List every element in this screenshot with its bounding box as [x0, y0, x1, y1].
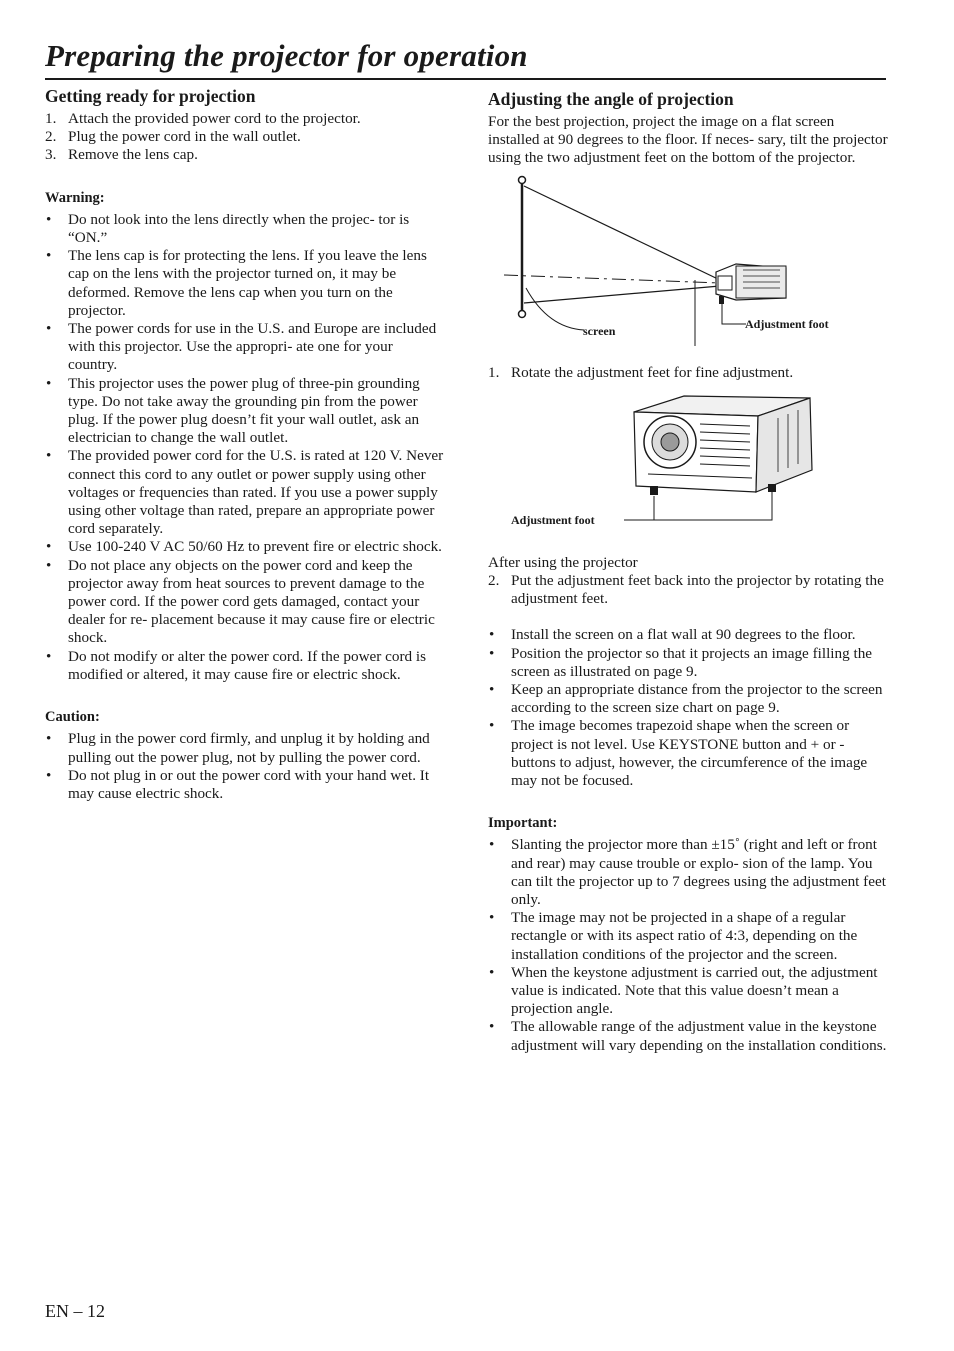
warning-item: • Use 100-240 V AC 50/60 Hz to prevent fire or electric shock.: [45, 538, 445, 556]
note-item: • Install the screen on a flat wall at 90 degrees to the floor.: [488, 626, 888, 644]
title-rule: [45, 78, 886, 80]
setup-step: 3. Remove the lens cap.: [45, 146, 445, 164]
setup-step: 2. Plug the power cord in the wall outlet.: [45, 128, 445, 146]
notes-list: [488, 626, 888, 790]
adjust-step: 1. Rotate the adjustment feet for fine adjustment.: [488, 364, 888, 382]
adjusting-angle-heading: Adjusting the angle of projection: [488, 89, 734, 109]
projector-figure: [488, 390, 888, 548]
right-column: [488, 89, 888, 1055]
left-column: [45, 86, 445, 803]
caution-list: [45, 730, 445, 803]
setup-steps-list: [45, 110, 445, 165]
important-item: • When the keystone adjustment is carried out, the adjustment value is indicated. Note that this value doesn’t mean a projection angle.: [488, 964, 888, 1019]
intro-paragraph: For the best projection, project the image on a flat screen installed at 90 degrees to the floor. If neces- sary, tilt the projector using the two adjustment feet on the bottom of the projector.: [488, 113, 888, 167]
note-item: • The image becomes trapezoid shape when the screen or project is not level. Use KEYSTONE button and + or - buttons to adjust, however, the circumference of the image may not be focused.: [488, 717, 888, 790]
warning-label: Warning:: [45, 189, 105, 206]
adjustment-foot-label-2: Adjustment foot: [511, 512, 595, 527]
page-number: EN – 12: [45, 1301, 105, 1321]
warning-item: • This projector uses the power plug of three-pin grounding type. Do not take away the grounding pin from the power plug. If the power plug doesn’t fit your wall outlet, ask an electrician to change the wall outlet.: [45, 375, 445, 448]
caution-item: • Do not plug in or out the power cord with your hand wet. It may cause electric shock.: [45, 767, 445, 803]
adjustment-foot-label: Adjustment foot: [745, 316, 829, 331]
warning-item: • The power cords for use in the U.S. and Europe are included with this projector. Use the appropri- ate one for your country.: [45, 320, 445, 375]
important-list: [488, 836, 888, 1054]
important-item: • Slanting the projector more than ±15˚ (right and left or front and rear) may cause trouble or explo- sion of the lamp. You can tilt the projector up to 7 degrees using the adjustment feet only.: [488, 836, 888, 909]
caution-label: Caution:: [45, 709, 100, 726]
important-label: Important:: [488, 815, 558, 832]
warning-item: • Do not place any objects on the power cord and keep the projector away from heat sources to prevent damage to the power cord. If the power cord gets damaged, contact your dealer for re- placement because it may cause fire or electric shock.: [45, 557, 445, 648]
important-item: • The image may not be projected in a shape of a regular rectangle or with its aspect ratio of 4:3, depending on the installation conditions of the projector and the screen.: [488, 909, 888, 964]
warning-list: [45, 211, 445, 684]
warning-item: • The lens cap is for protecting the lens. If you leave the lens cap on the lens with the projector turned on, it may be deformed. Remove the lens cap when you turn on the projector.: [45, 247, 445, 320]
warning-item: • Do not modify or alter the power cord. If the power cord is modified or altered, it may cause fire or electric shock.: [45, 648, 445, 684]
after-step-list: [488, 572, 888, 608]
projection-angle-figure: [488, 168, 888, 358]
after-step: 2. Put the adjustment feet back into the projector by rotating the adjustment feet.: [488, 572, 888, 608]
adjust-step-list: [488, 364, 888, 382]
projector-side-icon: [716, 264, 786, 304]
setup-step: 1. Attach the provided power cord to the projector.: [45, 110, 445, 128]
page-title: Preparing the projector for operation: [45, 38, 528, 73]
important-item: • The allowable range of the adjustment value in the keystone adjustment will vary depending on the installation conditions.: [488, 1018, 888, 1054]
screen-label: screen: [583, 323, 616, 338]
warning-item: • The provided power cord for the U.S. is rated at 120 V. Never connect this cord to any outlet or power supply using other voltages or frequencies than rated. If you use a power supply using other voltage than rated, prepare an appropriate power cord separately.: [45, 447, 445, 538]
note-item: • Position the projector so that it projects an image filling the screen as illustrated on page 9.: [488, 645, 888, 681]
note-item: • Keep an appropriate distance from the projector to the screen according to the screen size chart on page 9.: [488, 681, 888, 717]
after-using-label: After using the projector: [488, 553, 638, 571]
projector-front-icon: [634, 396, 812, 495]
warning-item: • Do not look into the lens directly when the projec- tor is “ON.”: [45, 211, 445, 247]
getting-ready-heading: Getting ready for projection: [45, 86, 256, 106]
caution-item: • Plug in the power cord firmly, and unplug it by holding and pulling out the power plug, not by pulling the power cord.: [45, 730, 445, 766]
